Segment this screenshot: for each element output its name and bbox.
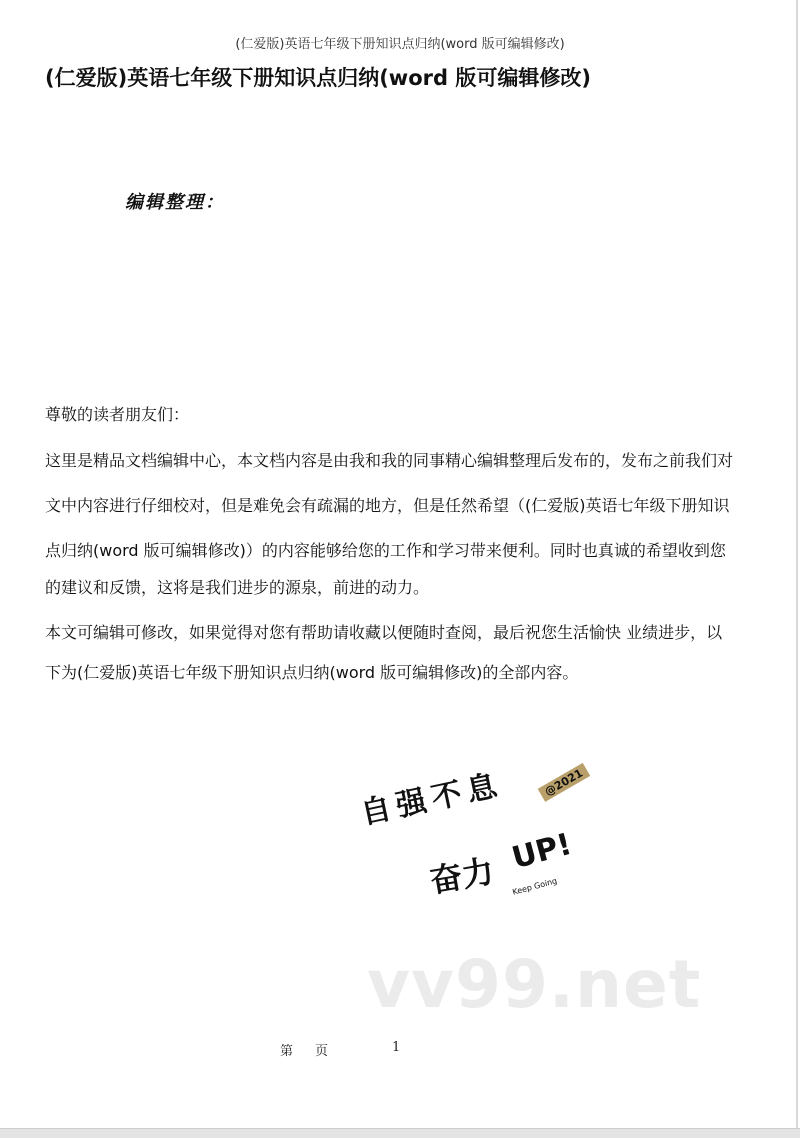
paragraph-line: 下为(仁爱版)英语七年级下册知识点归纳(word 版可编辑修改)的全部内容。 — [45, 663, 579, 682]
paragraph-line: 文中内容进行仔细校对，但是难免会有疏漏的地方，但是任然希望（(仁爱版)英语七年级下册知识 — [45, 496, 730, 515]
footer-ye: 页 — [315, 1044, 329, 1059]
editor-label: 编辑整理： — [125, 192, 225, 213]
paragraph-line: 本文可编辑可修改，如果觉得对您有帮助请收藏以便随时查阅，最后祝您生活愉快 业绩进步，以 — [45, 623, 723, 642]
watermark: vv99.net — [367, 946, 702, 1023]
stamp-line2: 奋力 — [427, 851, 497, 901]
paragraph-line: 的建议和反馈，这将是我们进步的源泉，前进的动力。 — [45, 578, 430, 597]
stamp-tagline: Keep Going — [511, 876, 559, 897]
paragraph-line: 点归纳(word 版可编辑修改)）的内容能够给您的工作和学习带来便利。同时也真诚的希望收到您 — [45, 541, 726, 560]
stamp-up: UP! — [508, 826, 576, 877]
document-title: (仁爱版)英语七年级下册知识点归纳(word 版可编辑修改) — [45, 66, 591, 90]
motivational-stamp — [357, 755, 600, 925]
greeting: 尊敬的读者朋友们： — [45, 405, 190, 424]
paragraph-line: 这里是精品文档编辑中心，本文档内容是由我和我的同事精心编辑整理后发布的，发布之前我们对 — [45, 451, 734, 470]
stamp-year: @2021 — [538, 763, 590, 802]
page-number: 1 — [392, 1040, 401, 1055]
stamp-line1: 自强不息 — [357, 767, 506, 832]
running-header: (仁爱版)英语七年级下册知识点归纳(word 版可编辑修改) — [235, 37, 565, 52]
footer-di: 第 — [280, 1044, 294, 1059]
